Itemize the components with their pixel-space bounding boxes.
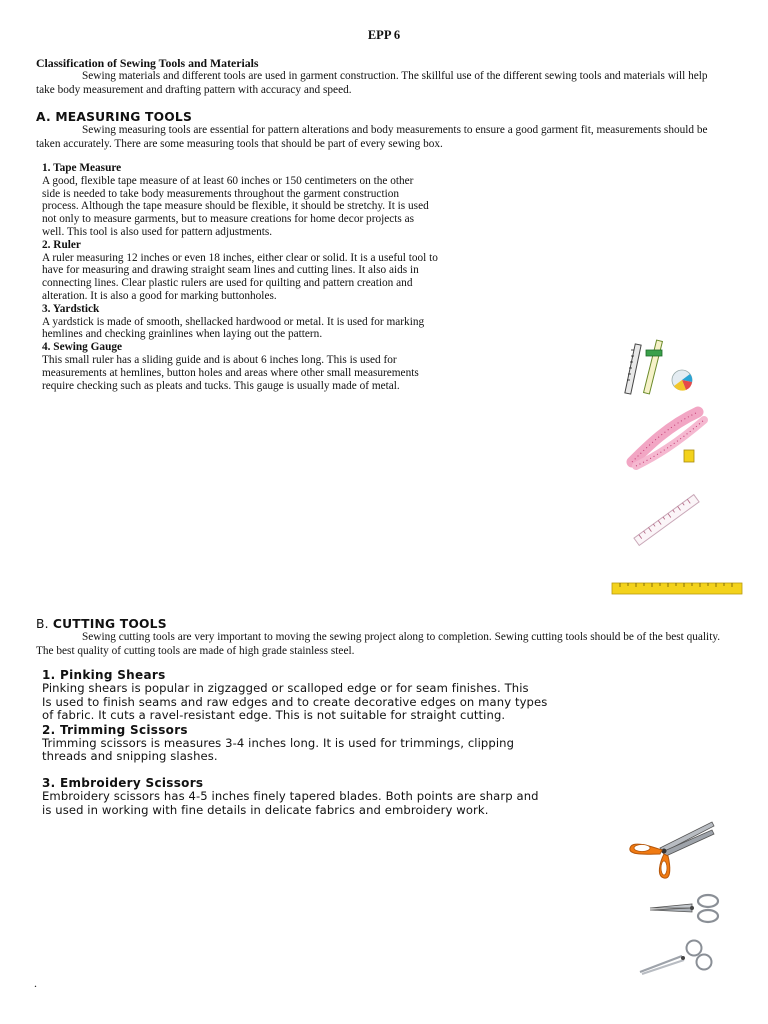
item-line: side is needed to take body measurements throughout the garment construction [42,187,400,200]
item-line: have for measuring and drawing straight seam lines and cutting lines. It also aids in [42,264,419,277]
item-line: Is used to finish seams and raw edges and to create decorative edges on many types [42,694,548,709]
section-a-title: MEASURING TOOLS [55,110,193,124]
sewing-gauge-icon [626,338,698,400]
yardstick-icon [612,583,742,594]
item-title: 3. Embroidery Scissors [42,775,204,790]
item-line: Embroidery scissors has 4-5 inches finely tapered blades. Both points are sharp and [42,788,539,803]
item-line: A ruler measuring 12 inches or even 18 inches, either clear or solid. It is a useful tool to [42,251,438,264]
measuring-tools-list [42,162,602,392]
item-line: Pinking shears is popular in zigzagged or scalloped edge or for seam finishes. This [42,681,529,695]
item-line: not only to measure garments, but to measure creations for home decor projects as [42,213,415,226]
item-line: require checking such as pleats and tucks. This gauge is usually made of metal. [42,379,400,392]
cutting-tools-list [42,668,622,817]
list-item [42,341,602,392]
list-item [42,776,622,817]
section-a-prefix: A. [36,110,56,124]
tape-measure-icon [628,406,710,472]
pinking-shears-icon [626,818,716,880]
page-title: EPP 6 [367,28,401,42]
section-b-heading [36,617,167,631]
item-title: 3. Yardstick [42,302,100,315]
footer-mark: . [34,976,37,990]
item-title: 4. Sewing Gauge [42,341,123,354]
item-line: alteration. It is also a good for marking buttonholes. [42,289,277,302]
item-line: hemlines and checking grainlines when laying out the pattern. [42,328,323,341]
item-line: Trimming scissors is measures 3-4 inches long. It is used for trimmings, clipping [42,735,515,750]
section-a-heading [36,110,192,124]
section-a-text: Sewing measuring tools are essential for pattern alterations and body measurements to ensure a good garment fit, measurements should be taken accurately. There are some measuring tools that should be part of every sewing box. [36,124,708,150]
item-line: of fabric. It cuts a ravel-resistant edge. This is not suitable for straight cutting. [42,708,506,723]
list-item [42,668,622,723]
intro-heading: Classification of Sewing Tools and Materials [36,56,259,70]
item-line: well. This tool is also used for pattern adjustments. [42,225,273,238]
item-line: measurements at hemlines, button holes and areas where other small measurements [42,366,419,379]
list-item [42,723,622,764]
item-title: 1. Pinking Shears [42,668,166,682]
intro-text: Sewing materials and different tools are used in garment construction. The skillful use of the different sewing tools and materials will help take body measurement and drafting pattern with accuracy and speed. [36,70,708,96]
list-item [42,162,602,239]
item-line: This small ruler has a sliding guide and is about 6 inches long. This is used for [42,353,397,366]
item-title: 2. Trimming Scissors [42,722,188,737]
embroidery-scissors-icon [638,938,716,976]
item-line: is used in working with fine details in delicate fabrics and embroidery work. [42,802,489,817]
item-title: 1. Tape Measure [42,162,122,174]
item-title: 2. Ruler [42,238,81,251]
item-line: A good, flexible tape measure of at least 60 inches or 150 centimeters on the other [42,174,414,187]
list-item [42,239,602,303]
ruler-icon [630,492,702,550]
item-line: threads and snipping slashes. [42,749,218,764]
item-line: process. Although the tape measure should be flexible, it should be stretchy. It is used [42,200,429,213]
section-b-prefix: B. [36,617,53,631]
list-item [42,303,602,341]
item-line: A yardstick is made of smooth, shellacked hardwood or metal. It is used for marking [42,315,425,328]
section-b-text: Sewing cutting tools are very important to moving the sewing project along to completion. Sewing cutting tools should be of the best quality. The best quality of cutting tools are made of high grade stainless steel. [36,631,721,657]
item-line: connecting lines. Clear plastic rulers are used for quilting and pattern creation and [42,277,413,290]
trimming-scissors-icon [648,892,724,924]
section-b-title: CUTTING TOOLS [52,617,167,631]
